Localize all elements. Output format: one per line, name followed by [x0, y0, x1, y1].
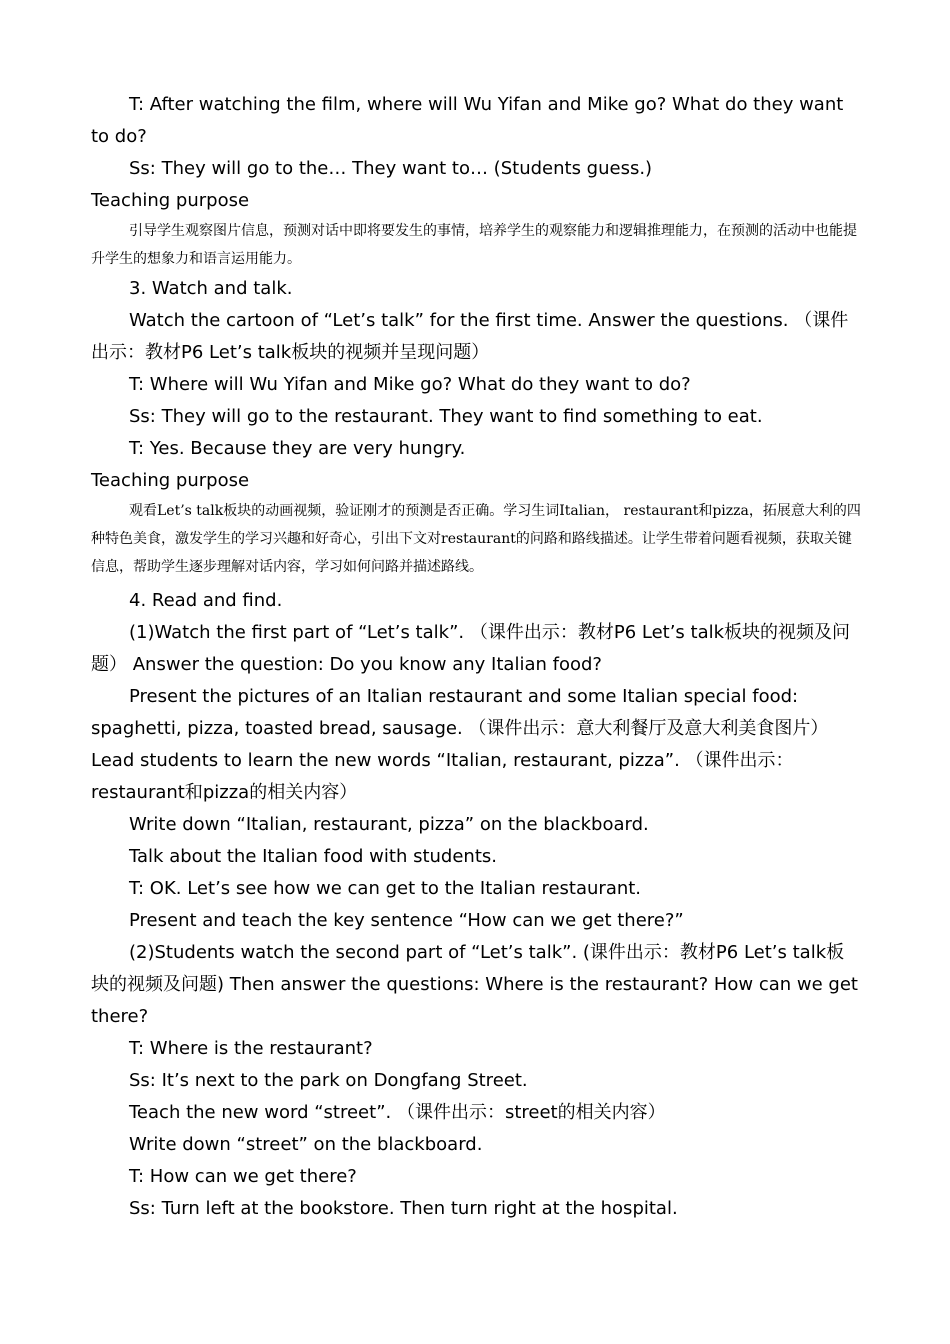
teaching-purpose-heading: Teaching purpose [91, 470, 250, 491]
instruction-line: Write down “street” on the blackboard. [129, 1134, 483, 1155]
instruction-line: Teach the new word “street”. （课件出示：street的相关内容） [129, 1102, 666, 1123]
dialogue-line: Ss: They will go to the… They want to… (Students guess.) [129, 158, 653, 179]
teaching-purpose-text: 引导学生观察图片信息，预测对话中即将要发生的事情，培养学生的观察能力和逻辑推理能力，在预测的活动中也能提升学生的想象力和语言运用能力。 [91, 223, 857, 267]
teaching-purpose-heading: Teaching purpose [91, 190, 250, 211]
teaching-purpose-text: 观看Let’s talk板块的动画视频，验证刚才的预测是否正确。学习生词Italian， restaurant和pizza，拓展意大利的四种特色美食，激发学生的学习兴趣和好奇心，引出下文对restaurant的问路和路线描述。让学生带着问题看视频，获取关键信息，帮助学生逐步理解对话内容，学习如何问路并描述路线。 [91, 503, 861, 575]
dialogue-line: T: OK. Let’s see how we can get to the Italian restaurant. [129, 878, 642, 899]
section-heading: 4. Read and find. [129, 590, 283, 611]
dialogue-line: T: Yes. Because they are very hungry. [129, 438, 466, 459]
instruction-line: Write down “Italian, restaurant, pizza” on the blackboard. [129, 814, 649, 835]
dialogue-line: T: Where will Wu Yifan and Mike go? What do they want to do? [129, 374, 691, 395]
document-body [91, 89, 861, 1225]
dialogue-line: Ss: It’s next to the park on Dongfang Street. [129, 1070, 528, 1091]
instruction-line: (2)Students watch the second part of “Let’s talk”. (课件出示：教材P6 Let’s talk板块的视频及问题) Then answer the questions: Where is the restaurant? How can we get there? [91, 942, 858, 1027]
dialogue-line: Ss: Turn left at the bookstore. Then turn right at the hospital. [129, 1198, 678, 1219]
instruction-line: (1)Watch the first part of “Let’s talk”. （课件出示：教材P6 Let’s talk板块的视频及问题） Answer the question: Do you know any Italian food? [91, 622, 851, 675]
instruction-line: Present the pictures of an Italian restaurant and some Italian special food: spaghetti, pizza, toasted bread, sausage. （课件出示：意大利餐厅及意大利美食图片） Lead students to learn the new words “Italian, restaurant, pizza”. （课件出示：restaurant和pizza的相关内容） [91, 686, 829, 803]
dialogue-line: T: Where is the restaurant? [129, 1038, 373, 1059]
dialogue-line: T: How can we get there? [129, 1166, 357, 1187]
instruction-line: Present and teach the key sentence “How can we get there?” [129, 910, 684, 931]
dialogue-line: T: After watching the film, where will Wu Yifan and Mike go? What do they want to do? [91, 94, 844, 147]
dialogue-line: Ss: They will go to the restaurant. They want to find something to eat. [129, 406, 763, 427]
section-heading: 3. Watch and talk. [129, 278, 293, 299]
instruction-line: Watch the cartoon of “Let’s talk” for the first time. Answer the questions. （课件出示：教材P6 Let’s talk板块的视频并呈现问题） [91, 310, 849, 363]
instruction-line: Talk about the Italian food with students. [129, 846, 497, 867]
